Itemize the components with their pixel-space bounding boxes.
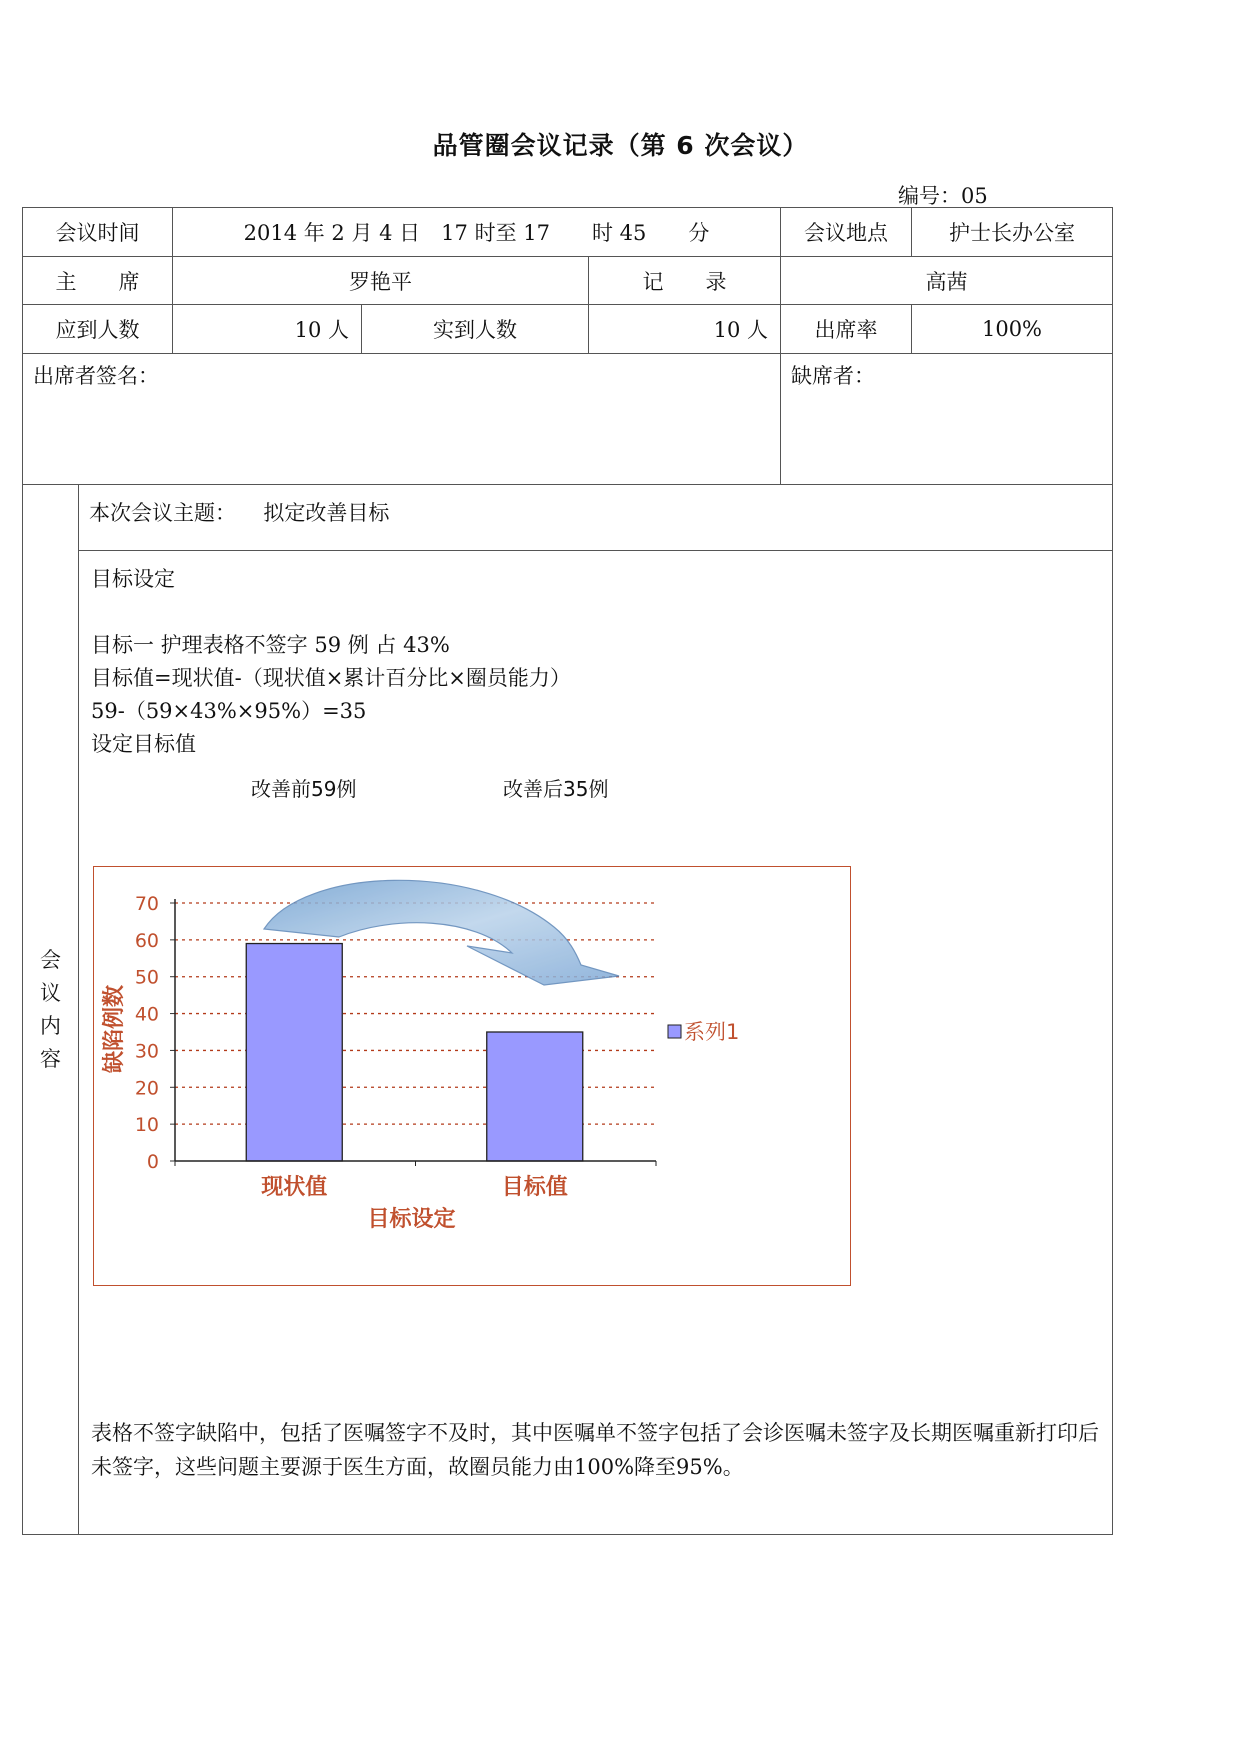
y-tick-label: 20 — [134, 1077, 159, 1100]
legend-label: 系列1 — [684, 1020, 740, 1044]
content-side-label: 会 议 内 容 — [23, 485, 79, 1535]
absent-label: 缺席者： — [791, 364, 875, 388]
bar-现状值 — [246, 944, 342, 1161]
section-title: 目标设定 — [91, 567, 175, 591]
y-tick-label: 10 — [134, 1114, 159, 1137]
document-serial: 编号：05 — [898, 184, 988, 208]
topic-label: 本次会议主题： — [89, 501, 236, 525]
expected-value: 10 人 — [173, 305, 362, 354]
topic-value: 拟定改善目标 — [263, 501, 390, 525]
y-axis-title: 缺陷例数 — [102, 984, 127, 1074]
actual-label: 实到人数 — [362, 305, 589, 354]
formula-line: 目标值=现状值-（现状值×累计百分比×圈员能力） — [91, 666, 571, 690]
y-tick-label: 30 — [134, 1040, 159, 1063]
y-tick-label: 40 — [134, 1003, 159, 1026]
content-cell — [79, 551, 1113, 1535]
topic-cell — [79, 485, 1113, 551]
meeting-record-table — [22, 207, 1113, 1535]
x-axis-title: 目标设定 — [367, 1207, 456, 1232]
recorder-value: 高茜 — [781, 257, 1113, 305]
y-tick-label: 0 — [146, 1151, 159, 1173]
chart-canvas — [94, 867, 850, 1285]
time-value: 2014 年 2 月 4 日 17 时至 17 时 45 分 — [173, 208, 781, 257]
goal-line: 目标一 护理表格不签字 59 例 占 43% — [91, 633, 450, 657]
expected-label: 应到人数 — [23, 305, 173, 354]
y-tick-label: 70 — [134, 893, 159, 915]
place-label: 会议地点 — [781, 208, 912, 257]
absent-cell — [781, 354, 1113, 485]
after-label: 改善后35例 — [503, 777, 609, 801]
y-tick-label: 60 — [134, 929, 159, 952]
set-line: 设定目标值 — [91, 732, 196, 756]
target-chart — [93, 866, 851, 1286]
time-label: 会议时间 — [23, 208, 173, 257]
signature-cell — [23, 354, 781, 485]
x-tick-label: 目标值 — [501, 1175, 568, 1200]
before-label: 改善前59例 — [251, 777, 357, 801]
x-tick-label: 现状值 — [261, 1175, 328, 1200]
legend-swatch — [668, 1025, 681, 1038]
chair-label: 主 席 — [23, 257, 173, 305]
chair-value: 罗艳平 — [173, 257, 589, 305]
signature-label: 出席者签名： — [33, 364, 159, 388]
place-value: 护士长办公室 — [912, 208, 1113, 257]
conclusion-text: 表格不签字缺陷中，包括了医嘱签字不及时，其中医嘱单不签字包括了会诊医嘱未签字及长期医嘱重新打印后未签字，这些问题主要源于医生方面，故圈员能力由100%降至95%。 — [91, 1421, 1099, 1479]
calc-line: 59-（59×43%×95%）=35 — [91, 699, 367, 723]
bar-目标值 — [487, 1032, 583, 1161]
document-title: 品管圈会议记录（第 6 次会议） — [432, 131, 809, 160]
rate-label: 出席率 — [781, 305, 912, 354]
y-tick-label: 50 — [134, 966, 159, 989]
actual-value: 10 人 — [589, 305, 781, 354]
recorder-label: 记 录 — [589, 257, 781, 305]
rate-value: 100% — [912, 305, 1113, 354]
